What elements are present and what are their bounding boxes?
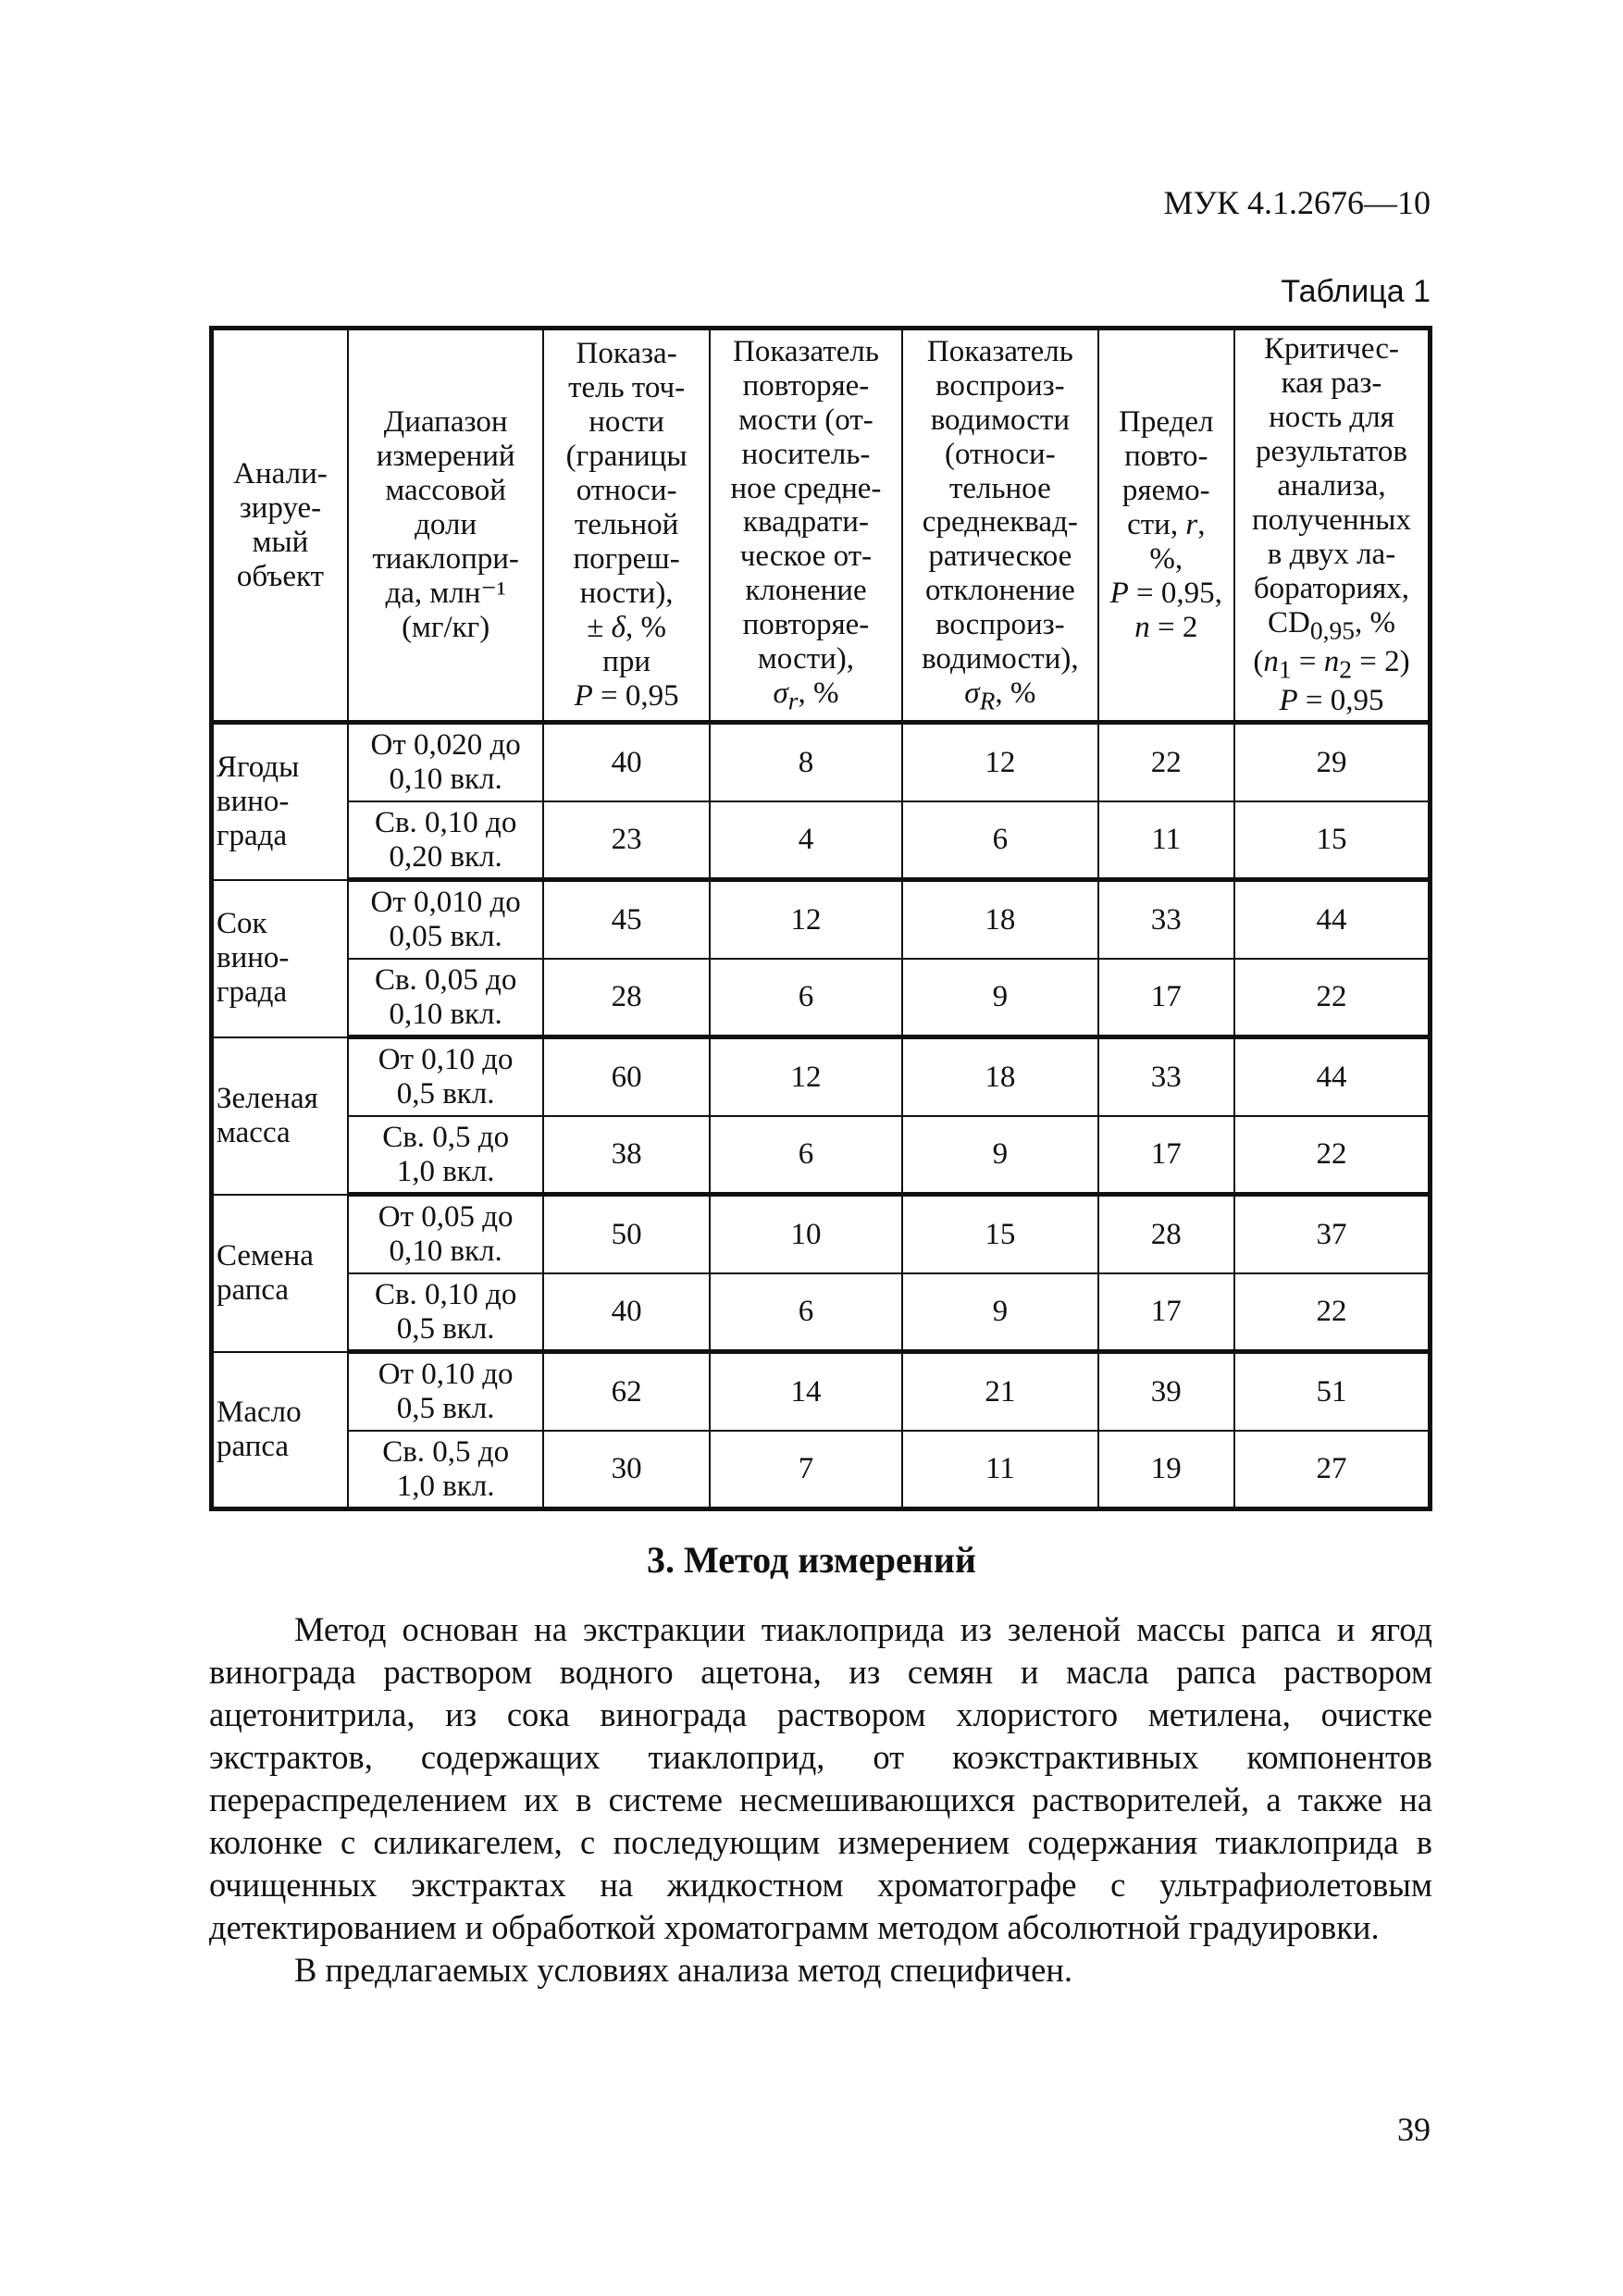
- value-cell-delta: 60: [543, 1037, 709, 1116]
- value-cell-sigma-r: 6: [710, 1273, 902, 1352]
- range-cell: Св. 0,5 до 1,0 вкл.: [348, 1116, 543, 1195]
- value-cell-cd: 37: [1234, 1195, 1431, 1273]
- range-cell: Св. 0,10 до 0,20 вкл.: [348, 801, 543, 880]
- object-cell: Сок вино- града: [212, 880, 348, 1037]
- range-cell: От 0,010 до 0,05 вкл.: [348, 880, 543, 959]
- value-cell-sigma-r: 14: [710, 1352, 902, 1431]
- value-cell-r: 17: [1098, 959, 1234, 1037]
- value-cell-delta: 45: [543, 880, 709, 959]
- object-cell: Ягоды вино- града: [212, 723, 348, 880]
- value-cell-sigma-R: 18: [902, 880, 1097, 959]
- table-row: [212, 959, 1431, 1037]
- range-cell: От 0,05 до 0,10 вкл.: [348, 1195, 543, 1273]
- value-cell-delta: 62: [543, 1352, 709, 1431]
- table-row: [212, 1195, 1431, 1273]
- object-cell: Масло рапса: [212, 1352, 348, 1509]
- object-cell: Зеленая масса: [212, 1037, 348, 1195]
- value-cell-r: 33: [1098, 880, 1234, 959]
- document-code: МУК 4.1.2676—10: [1163, 184, 1431, 221]
- paragraph: Метод основан на экстракции тиаклоприда из зеленой массы рапса и ягод винограда раствором водного ацетона, из семян и масла рапса раствором ацетонитрила, из сока винограда раствором хлористого метилена, очистке экстрактов, содержащих тиаклоприд, от коэкстрактивных компонентов перераспределением их в системе несмешивающихся растворителей, а также на колонке с силикагелем, с последующим измерением содержания тиаклоприда в очищенных экстрактах на жидкостном хроматографе с ультрафиолетовым детектированием и обработкой хроматограмм методом абсолютной градуировки.: [209, 1610, 1432, 1946]
- value-cell-delta: 28: [543, 959, 709, 1037]
- value-cell-sigma-R: 9: [902, 1116, 1097, 1195]
- header-object: Анали- зируе- мый объект: [212, 329, 348, 723]
- value-cell-delta: 38: [543, 1116, 709, 1195]
- value-cell-sigma-r: 10: [710, 1195, 902, 1273]
- table-row: [212, 1116, 1431, 1195]
- value-cell-cd: 44: [1234, 1037, 1431, 1116]
- table-row: [212, 801, 1431, 880]
- value-cell-sigma-r: 7: [710, 1431, 902, 1509]
- table-body: [212, 723, 1431, 1509]
- value-cell-sigma-R: 21: [902, 1352, 1097, 1431]
- range-cell: Св. 0,05 до 0,10 вкл.: [348, 959, 543, 1037]
- value-cell-cd: 44: [1234, 880, 1431, 959]
- range-cell: От 0,10 до 0,5 вкл.: [348, 1037, 543, 1116]
- value-cell-r: 19: [1098, 1431, 1234, 1509]
- value-cell-r: 17: [1098, 1116, 1234, 1195]
- data-table: [209, 326, 1432, 1511]
- header-accuracy: Показа- тель точ- ности (границы относи- тельной погреш- ности), ± δ, % при P = 0,95: [543, 329, 709, 723]
- value-cell-r: 39: [1098, 1352, 1234, 1431]
- object-cell: Семена рапса: [212, 1195, 348, 1352]
- header-critical-difference: Критичес- кая раз- ность для результатов анализа, полученных в двух ла- бораториях, $CD_{0,95}$, % $(n_1 = n_2 = 2)$ P = 0,95: [1234, 329, 1431, 723]
- value-cell-cd: 27: [1234, 1431, 1431, 1509]
- value-cell-delta: 30: [543, 1431, 709, 1509]
- range-cell: От 0,020 до 0,10 вкл.: [348, 723, 543, 801]
- value-cell-cd: 22: [1234, 1116, 1431, 1195]
- value-cell-sigma-r: 12: [710, 880, 902, 959]
- value-cell-delta: 50: [543, 1195, 709, 1273]
- page-number: 39: [1397, 2111, 1431, 2148]
- table-row: [212, 1037, 1431, 1116]
- value-cell-sigma-R: 15: [902, 1195, 1097, 1273]
- range-cell: Св. 0,5 до 1,0 вкл.: [348, 1431, 543, 1509]
- table-header-row: [212, 329, 1431, 723]
- value-cell-r: 11: [1098, 801, 1234, 880]
- value-cell-r: 17: [1098, 1273, 1234, 1352]
- paragraph: В предлагаемых условиях анализа метод специфичен.: [294, 1951, 1072, 1989]
- table-row: [212, 723, 1431, 801]
- value-cell-delta: 40: [543, 723, 709, 801]
- value-cell-cd: 22: [1234, 1273, 1431, 1352]
- value-cell-sigma-R: 9: [902, 1273, 1097, 1352]
- value-cell-sigma-r: 6: [710, 959, 902, 1037]
- value-cell-sigma-r: 6: [710, 1116, 902, 1195]
- value-cell-cd: 22: [1234, 959, 1431, 1037]
- value-cell-cd: 51: [1234, 1352, 1431, 1431]
- header-range: Диапазон измерений массовой доли тиаклопри- да, млн⁻¹ (мг/кг): [348, 329, 543, 723]
- value-cell-cd: 29: [1234, 723, 1431, 801]
- table-row: [212, 1352, 1431, 1431]
- value-cell-sigma-R: 11: [902, 1431, 1097, 1509]
- value-cell-sigma-R: 18: [902, 1037, 1097, 1116]
- table-row: [212, 1273, 1431, 1352]
- header-repeatability-limit: Предел повто- ряемо- сти, r, %, P = 0,95, n = 2: [1098, 329, 1234, 723]
- header-reproducibility: Показатель воспроиз- водимости (относи- тельное среднеквад- ратическое отклонение воспроиз- водимости), $\sigma_R$, %: [902, 329, 1097, 723]
- value-cell-sigma-r: 4: [710, 801, 902, 880]
- table-row: [212, 1431, 1431, 1509]
- value-cell-sigma-r: 12: [710, 1037, 902, 1116]
- range-cell: Св. 0,10 до 0,5 вкл.: [348, 1273, 543, 1352]
- section-body: [209, 1608, 1432, 1992]
- value-cell-cd: 15: [1234, 801, 1431, 880]
- value-cell-delta: 23: [543, 801, 709, 880]
- header-repeatability: Показатель повторяе- мости (от- носитель- ное средне- квадрати- ческое от- клонение повторяе- мости), $\sigma_r$, %: [710, 329, 902, 723]
- value-cell-sigma-R: 6: [902, 801, 1097, 880]
- table-row: [212, 880, 1431, 959]
- value-cell-r: 28: [1098, 1195, 1234, 1273]
- table-label: Таблица 1: [1281, 274, 1431, 309]
- range-cell: От 0,10 до 0,5 вкл.: [348, 1352, 543, 1431]
- value-cell-r: 33: [1098, 1037, 1234, 1116]
- value-cell-sigma-R: 9: [902, 959, 1097, 1037]
- value-cell-r: 22: [1098, 723, 1234, 801]
- value-cell-delta: 40: [543, 1273, 709, 1352]
- value-cell-sigma-R: 12: [902, 723, 1097, 801]
- section-title: 3. Метод измерений: [647, 1539, 976, 1581]
- value-cell-sigma-r: 8: [710, 723, 902, 801]
